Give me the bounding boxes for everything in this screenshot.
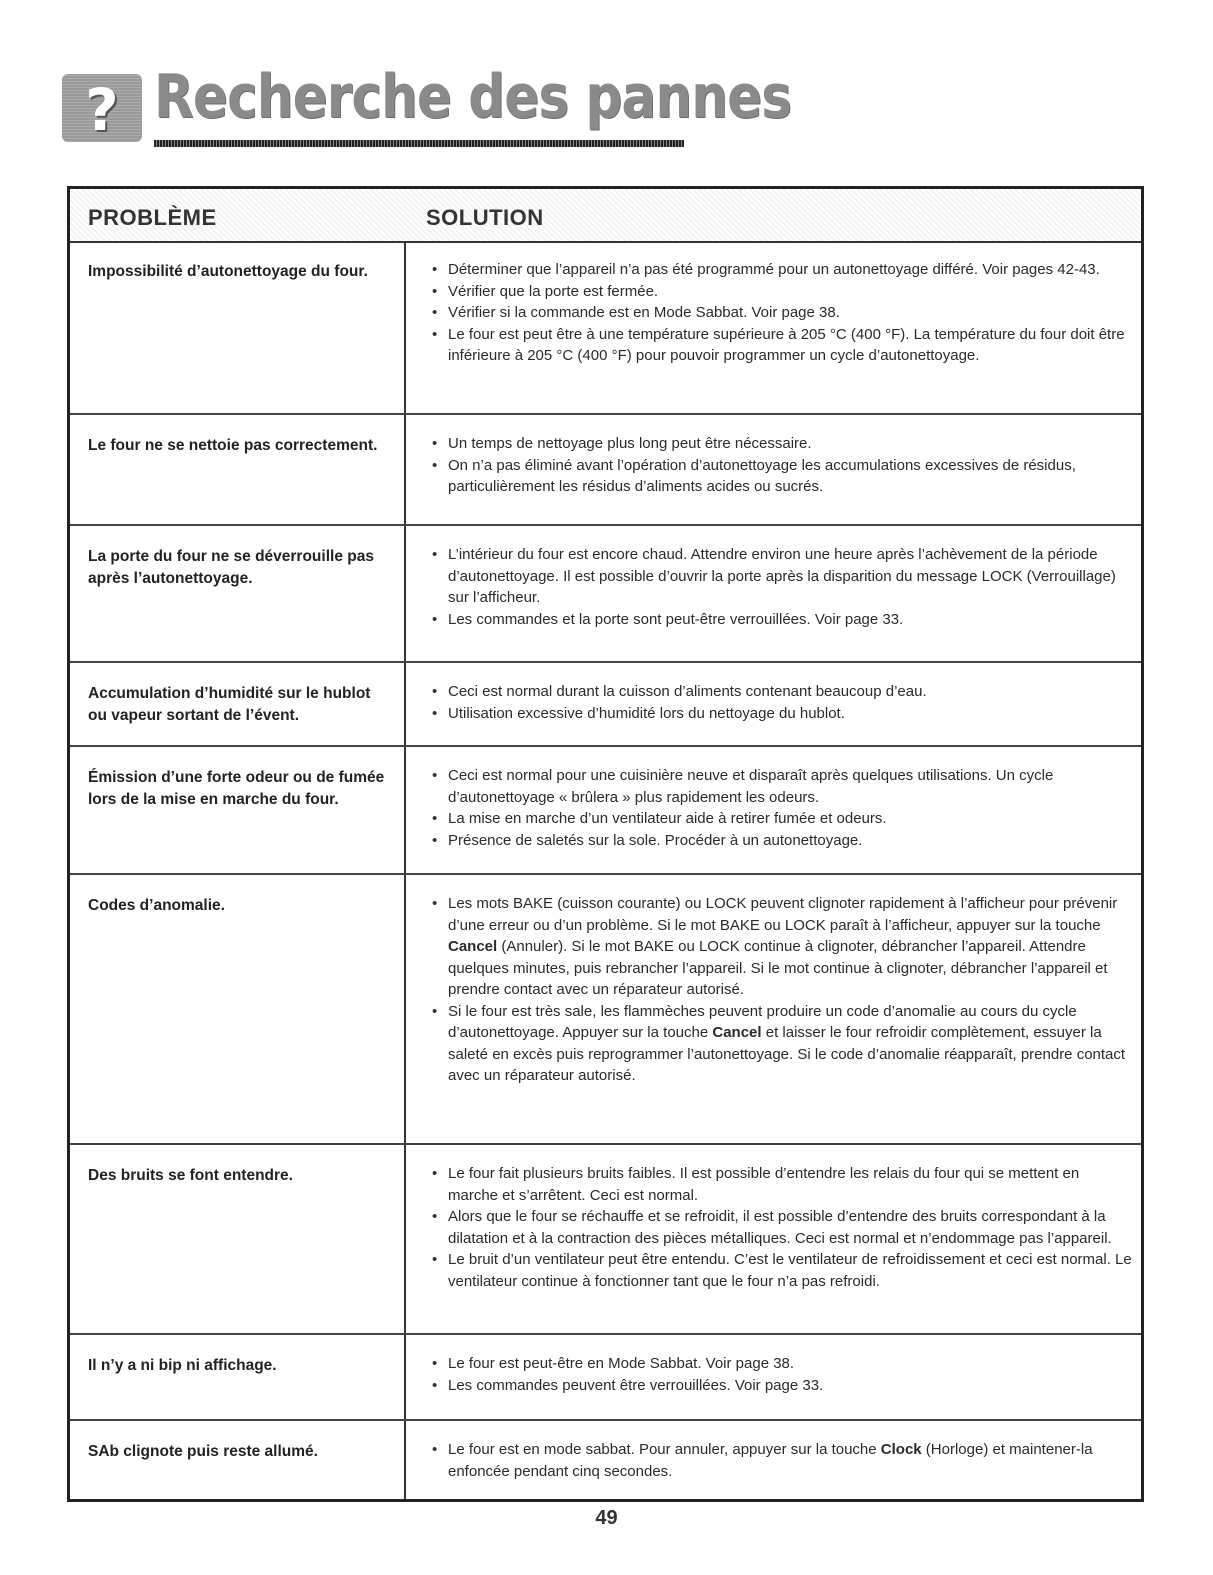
problem-cell: Il n’y a ni bip ni affichage. <box>88 1357 277 1374</box>
problem-cell: Accumulation d’humidité sur le hublot ou vapeur sortant de l’évent. <box>88 685 371 724</box>
page-header <box>62 60 792 150</box>
key-name: Clock <box>880 1441 922 1458</box>
problem-cell: Codes d’anomalie. <box>88 897 225 914</box>
solution-item: • Le four fait plusieurs bruits faibles. Il est possible d’entendre les relais du four qui se mettent en marche et s’arrêtent. Ceci est normal. <box>432 1163 1132 1206</box>
table-row <box>70 526 1141 663</box>
solution-list <box>432 433 1132 498</box>
table-row <box>70 241 1141 415</box>
solution-list <box>432 681 1132 724</box>
key-name: Cancel <box>448 938 498 955</box>
table-row <box>70 1145 1141 1335</box>
solution-item: • Alors que le four se réchauffe et se refroidit, il est possible d’entendre des bruits correspondant à la dilatation et à la contraction des pièces métalliques. Ceci est normal et n’endommage pas l’appareil. <box>432 1206 1132 1249</box>
solution-item: • Ceci est normal durant la cuisson d’aliments contenant beaucoup d’eau. <box>432 681 1132 703</box>
table-header <box>70 189 1141 243</box>
solution-list <box>432 1439 1132 1482</box>
problem-cell: La porte du four ne se déverrouille pas après l’autonettoyage. <box>88 548 374 587</box>
solution-list <box>432 259 1132 367</box>
solution-item: • On n’a pas éliminé avant l’opération d’autonettoyage les accumulations excessives de résidus, particulièrement les résidus d’aliments acides ou sucrés. <box>432 455 1132 498</box>
solution-item: • La mise en marche d’un ventilateur aide à retirer fumée et odeurs. <box>432 808 1132 830</box>
page-title: Recherche des pannes <box>154 62 792 132</box>
table-row <box>70 747 1141 875</box>
problem-cell: SAb clignote puis reste allumé. <box>88 1443 318 1460</box>
solution-list <box>432 544 1132 630</box>
solution-item: • Vérifier si la commande est en Mode Sabbat. Voir page 38. <box>432 302 1132 324</box>
solution-item: • Ceci est normal pour une cuisinière neuve et disparaît après quelques utilisations. Un cycle d’autonettoyage « brûlera » plus rapidement les odeurs. <box>432 765 1132 808</box>
key-name: Cancel <box>712 1024 762 1041</box>
troubleshooting-table <box>67 186 1144 1502</box>
solution-item: • Si le four est très sale, les flammèches peuvent produire un code d’anomalie au cours du cycle d’autonettoyage. Appuyer sur la touche Cancel et laisser le four refroidir complètement, essuyer la saleté en excès puis reprogrammer l’autonettoyage. Si le code d’anomalie réapparaît, prendre contact avec un réparateur autorisé. <box>432 1001 1132 1087</box>
solution-item: • Le bruit d’un ventilateur peut être entendu. C’est le ventilateur de refroidissement et ceci est normal. Le ventilateur continue à fonctionner tant que le four n’a pas refroidi. <box>432 1249 1132 1292</box>
page-number: 49 <box>595 1507 618 1529</box>
solution-list <box>432 893 1132 1087</box>
table-row <box>70 415 1141 526</box>
column-header-problem: PROBLÈME <box>88 205 217 230</box>
problem-cell: Impossibilité d’autonettoyage du four. <box>88 263 368 280</box>
table-row <box>70 1421 1141 1499</box>
solution-item: • Le four est peut-être en Mode Sabbat. Voir page 38. <box>432 1353 1132 1375</box>
solution-item: • Les commandes et la porte sont peut-être verrouillées. Voir page 33. <box>432 609 1132 631</box>
question-mark-icon <box>62 74 142 142</box>
solution-item: • Le four est peut être à une température supérieure à 205 °C (400 °F). La température du four doit être inférieure à 205 °C (400 °F) pour pouvoir programmer un cycle d’autonettoyage. <box>432 324 1132 367</box>
column-header-solution: SOLUTION <box>426 205 544 230</box>
solution-item: • L’intérieur du four est encore chaud. Attendre environ une heure après l’achèvement de la période d’autonettoyage. Il est possible d’ouvrir la porte après la disparition du message LOCK (Verrouillage) sur l’afficheur. <box>432 544 1132 609</box>
solution-item: • Vérifier que la porte est fermée. <box>432 281 1132 303</box>
solution-item: • Le four est en mode sabbat. Pour annuler, appuyer sur la touche Clock (Horloge) et maintener-la enfoncée pendant cinq secondes. <box>432 1439 1132 1482</box>
table-row <box>70 875 1141 1145</box>
table-row <box>70 663 1141 747</box>
solution-list <box>432 765 1132 851</box>
problem-cell: Le four ne se nettoie pas correctement. <box>88 437 378 454</box>
solution-item: • Déterminer que l’appareil n’a pas été programmé pour un autonettoyage différé. Voir pages 42-43. <box>432 259 1132 281</box>
table-row <box>70 1335 1141 1421</box>
solution-list <box>432 1353 1132 1396</box>
problem-cell: Des bruits se font entendre. <box>88 1167 293 1184</box>
problem-cell: Émission d’une forte odeur ou de fumée lors de la mise en marche du four. <box>88 769 385 808</box>
solution-item: • Les commandes peuvent être verrouillées. Voir page 33. <box>432 1375 1132 1397</box>
solution-item: • Présence de saletés sur la sole. Procéder à un autonettoyage. <box>432 830 1132 852</box>
solution-item: • Les mots BAKE (cuisson courante) ou LOCK peuvent clignoter rapidement à l’afficheur pour prévenir d’une erreur ou d’un problème. Si le mot BAKE ou LOCK paraît à l’afficheur, appuyer sur la touche Cancel (Annuler). Si le mot BAKE ou LOCK continue à clignoter, débrancher l’appareil. Attendre quelques minutes, puis rebrancher l’appareil. Si le mot continue à clignoter, débrancher l’appareil et prendre contact avec un réparateur autorisé. <box>432 893 1132 1001</box>
solution-item: • Utilisation excessive d’humidité lors du nettoyage du hublot. <box>432 703 1132 725</box>
solution-item: • Un temps de nettoyage plus long peut être nécessaire. <box>432 433 1132 455</box>
question-mark-glyph: ? <box>85 76 119 144</box>
title-underline <box>154 140 684 147</box>
solution-list <box>432 1163 1132 1292</box>
